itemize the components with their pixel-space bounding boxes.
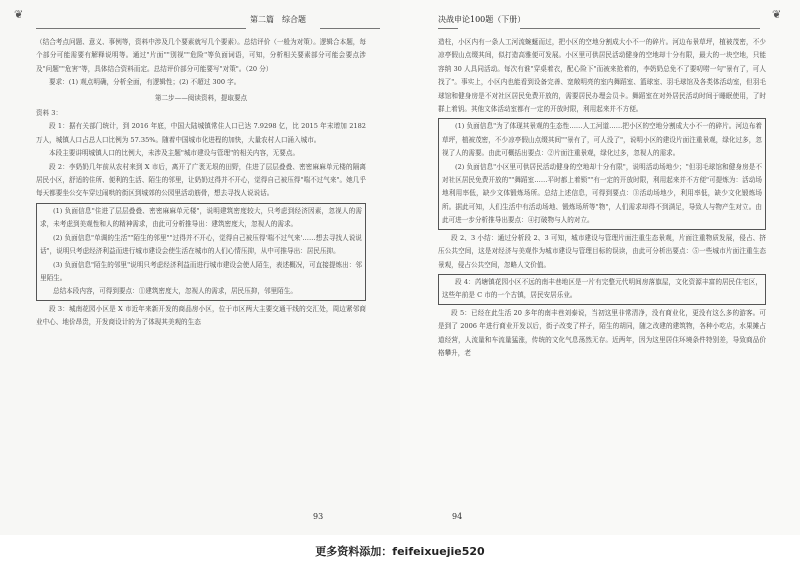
header-rule	[36, 28, 246, 29]
material-box	[438, 274, 766, 305]
analysis-box	[36, 203, 366, 301]
paragraph: 要求：(1) 观点明确，分析全面，有逻辑性；(2) 不超过 300 字。	[49, 78, 241, 87]
paragraph: 段 4：芮塘镇花园小区不远的南丰巷地区是一片有完整元代明间房落旗屋，文化资源丰富的居民住宅区，这些年前是 C 市的一个古镇，居民安居乐业。	[442, 277, 762, 300]
paragraph: (2) 负面信息"单调的生活""陌生的邻里""过得并不开心，觉得自己被压得'喘不过气来'……想去寻找人说说话"，说明只考虑经济利益而进行城市建设会使生活在城市的人们心情压抑，从中可推导出：居民压抑。	[40, 233, 362, 256]
paragraph: 段 5：已经在此生活 20 多年的南丰巷刘泰说，当初这里非常清净，没有商业化，更没有这么多的游客。可是到了 2006 年进行商业开发以后，街子改变了样子，陌生的胡同，随之改建的建筑物，各种小吃店，水果摊占道经营，人流量和车流量猛涨，传统的文化气息荡然无存。近两年，因为这里居住环境条件特别差，导致商品价格攀升，老	[438, 308, 766, 357]
left-page-body	[36, 36, 366, 330]
leaf-ornament-icon: ❦	[772, 8, 782, 21]
footer-contact-text: 更多资料添加：feifeixuejie520	[315, 545, 485, 558]
section-heading: 第二步——阅读资料，提取要点	[154, 93, 248, 102]
header-rule	[438, 28, 458, 29]
analysis-box	[438, 118, 766, 229]
right-page-body	[438, 36, 766, 360]
leaf-ornament-icon: ❦	[14, 8, 24, 21]
paragraph: 造柱，小区内有一条人工河流蜿蜒而过，把小区的空地分割成大小不一的碎片。河边布景草坪，植被茂密，不少凉亭假山点缀其间，似打造高雅便可发展。小区里可供居民活动健身的空地却十分有限，最大的一块空地，只能容纳 30 人具同活动。每次有谁"穿桌着衣，配心险下"而被来抢着的，李奶奶总免不了要叨唠一句"景有了，可人找了"。事实上，小区内也能看到设备完善、宽敞明亮的室内舞蹈室、篮球室、羽毛球馆及各类体活动室，但羽毛球馆和健身房是不对社区居民免费开放的，需要居民办理会员卡。舞蹈室在对外居民活动时间于睡眠使用，了时群上着钥。其他文体活动室都有一定的开放时限，利用起来并不方便。	[438, 38, 766, 114]
paragraph: 段 1：据有关部门统计，到 2016 年底，中国大陆城镇常住人口已达 7.9298 亿，比 2015 年末增加 2182 万人，城镇人口占总人口比例为 57.35%。随着中国城市化进程的加快，大量农村人口涌入城市。	[36, 122, 366, 144]
header-rule	[320, 28, 380, 29]
paragraph: (1) 负面信息"为了体现其景观的生态性……人工河道……把小区的空地分割成大小不一的碎片。河边布着草坪，植被茂密，不少凉亭假山点缀其间""景有了，可人没了"，说明小区的建设片面注重景观，绿化过多，忽视了人的需要。由此可概括出要点：②片面注重景观，绿化过多，忽视人的需求。	[442, 122, 762, 158]
left-page-header: 第二篇 综合题	[250, 15, 306, 24]
paragraph: （结合考点问题、意义、事例等，资料中涉及几个要素就写几个要素）。总结评价（一般为对策）。逻辑合本题，每个部分可能需要有解释说明等。通过"片面""别视""危险"等负面词语，可知，分析相关要素部分可能会要点涉及"问题""危害"等，具体结合资料而定。总结评价部分可能要写"对策"。（20 分）	[36, 38, 366, 73]
material-label: 资料 3：	[36, 109, 63, 118]
page-number: 93	[313, 512, 324, 521]
paragraph: 总结本段内容，可得到要点：①建筑密度大，忽视人的需求，居民压抑，邻里陌生。	[53, 287, 297, 296]
paragraph: (2) 负面信息"小区里可供居民活动健身的空地却十分有限"，说明活动场地少；"但羽毛球馆和健身房是不对社区居民免费开放的""舞蹈室……平时都上着锁""有一定的开放时限，利用起来并不方便"可提炼为：活动场地利用率低，缺少文体锻炼场所。总结上述信息，可得到要点：③活动场地少，利用率低，缺少文化锻炼场所。据此可知，人们生活中有活动场地、锻炼场所等"物"，人们需求却得不到满足，导致人与物产生对立。由此可进一步分析推导出要点：④打破物与人的对立。	[442, 162, 762, 225]
page-number: 94	[452, 512, 463, 521]
paragraph: 段 2、3 小结：通过分析段 2、3 可知，城市建设与管理片面注重生态景观，片面注重物质发展，侵占、挤压公共空间，这是对经济与美观作为城市建设与管理目标的误读，由此可分析出要点：⑤一些城市片面注重生态景观，侵占公共空间，忽略人文价值。	[438, 233, 766, 269]
header-rule	[520, 28, 760, 29]
paragraph: 本段主要讲明城镇人口的比例大，未涉及主题"城市建设与管理"的相关内容，无要点。	[49, 149, 300, 158]
paragraph: 段 3：城南花园小区是 X 市近年来新开发的商品房小区，位于市区两大主要交通干线的交汇处，周边紧邻商业中心、地价昂贵，开发商设计的为了体现其美观的生态	[36, 304, 366, 327]
paragraph: (3) 负面信息"陌生的邻里"说明只考虑经济利益而进行城市建设会使人陌生，表述概况，可直接提炼出：邻里陌生。	[40, 260, 362, 282]
right-page-header: 决战申论100题（下册）	[438, 15, 526, 24]
paragraph: (1) 负面信息"住进了层层叠叠、密密麻麻单元楼"，说明建筑密度较大，只考虑到经济因素，忽视人的需求，未考虑到美观性和人的精神需求，由此可分析推导出：建筑密度大，忽视人的需求。	[40, 206, 362, 229]
paragraph: 段 2：李奶奶几年前从农村来到 X 市后，离开了广袤无垠的田野，住进了层层叠叠、密密麻麻单元楼的隔离居民小区，舒适的住所、便利的生活、陌生的邻里，让奶奶过得并不开心，觉得自己被压得"喘不过气来"。她几乎每天都要坐公交车穿过闹哄的街区到城郊的公园里活动筋骨，想去寻找人说说话。	[36, 162, 366, 198]
